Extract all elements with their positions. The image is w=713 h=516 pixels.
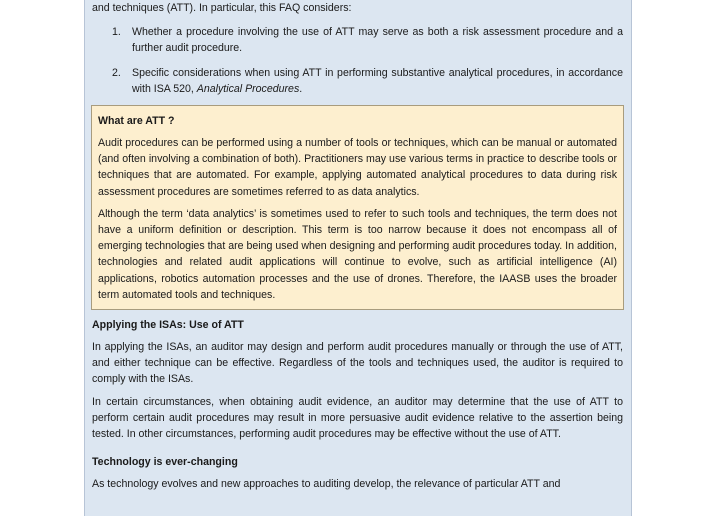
intro-text: and techniques (ATT). In particular, this FAQ considers: — [92, 2, 352, 14]
callout-paragraph: Audit procedures can be performed using a number of tools or techniques, which can be manual or automated (and often involving a combination of both). Practitioners may use various terms in practice to describe tools or techniques that are automated. For example, applying automated analytical procedures to data during risk assessment procedures are sometimes referred to as data analytics. — [98, 137, 617, 198]
list-item-end: . — [299, 82, 303, 95]
isa-520-title: Analytical Procedures — [196, 82, 300, 95]
section-heading-technology: Technology is ever-changing — [92, 456, 238, 469]
callout-paragraph: Although the term ‘data analytics’ is sometimes used to refer to such tools and techniques, the term does not have a uniform definition or description. This term is too narrow because it does not encompass all of emerging technologies that are being used when designing and performing audit procedures today. In addition, technologies and related audit applications will continue to evolve, such as artificial intelligence (AI) applications, robotics automation processes and the use of drones. Therefore, the IAASB uses the broader term automated tools and techniques. — [98, 207, 617, 301]
callout-title: What are ATT ? — [98, 115, 175, 128]
list-item — [92, 65, 623, 97]
faq-panel — [84, 0, 632, 516]
list-item-number: 2. — [112, 66, 121, 79]
list-item-number: 1. — [112, 26, 121, 39]
body-paragraph: As technology evolves and new approaches to auditing develop, the relevance of particular ATT and — [92, 478, 561, 491]
list-item — [92, 24, 623, 56]
what-are-att-callout — [91, 105, 624, 310]
body-paragraph: In certain circumstances, when obtaining audit evidence, an auditor may determine that the use of ATT to perform certain audit procedures may result in more persuasive audit evidence relative to the assertion being tested. In other circumstances, performing audit procedures may be effective without the use of ATT. — [92, 395, 623, 441]
section-heading-applying-isas: Applying the ISAs: Use of ATT — [92, 319, 244, 332]
list-item-text: Whether a procedure involving the use of ATT may serve as both a risk assessment procedure and a further audit procedure. — [132, 26, 623, 55]
body-paragraph: In applying the ISAs, an auditor may design and perform audit procedures manually or through the use of ATT, and either technique can be effective. Regardless of the tools and techniques used, the auditor is required to comply with the ISAs. — [92, 341, 623, 386]
list-item-text: Specific considerations when using ATT in performing substantive analytical procedures, in accordance with ISA 520, — [132, 66, 623, 95]
considerations-list — [92, 24, 623, 97]
